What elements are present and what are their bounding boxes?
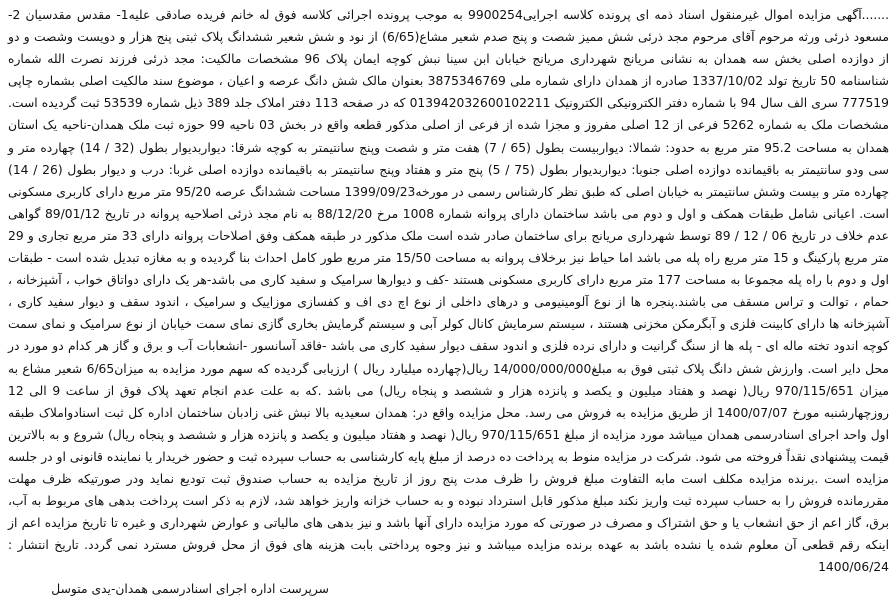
notice-signature: سرپرست اداره اجرای اسنادرسمی همدان-یدی متوسل [51, 582, 329, 597]
notice-body-text: .......آگهی مزایده اموال غیرمنقول اسناد ذمه ای پرونده کلاسه اجرایی9900254 به موجب پرونده اجرائی کلاسه فوق له خانم فریده صادقی علیه1- مقدس مقدسیان 2- مسعود ذرئی ورثه مرحوم آقای مرحوم مجد ذرئی شش ممیز شصت و پنج صدم شعیر مشاع(6/65) از نود و شش شعیر ششدانگ پلاک ثبتی پنج هزار و دویست وشصت و دو از دوازده اصلی بخش سه همدان به نشانی مریانج شهرداری مریانج خیابان ابن سینا نبش کوچه ایمان پلاک 96 مشخصات مالکیت: مجد ذرئی فرزند نصرت الله شماره شناسنامه 50 تاریخ تولد 1337/10/02 صادره از همدان دارای شماره ملی 3875346769 بعنوان مالک شش دانگ عرصه و اعیان ، موضوع سند مالکیت اصلی بشماره چاپی 777519 سری الف سال 94 با شماره دفتر الکترونیکی الکترونیک 013942032600102211 که در صفحه 113 دفتر املاک جلد 389 ذیل شماره 53539 ثبت گردیده است. مشخصات ملک به شماره 5262 فرعی از 12 اصلی مفروز و مجزا شده از فرعی از اصلی مذکور قطعه واقع در بخش 03 ناحیه 99 حوزه ثبت ملک همدان-ناحیه یک استان همدان به مساحت 95.2 متر مربع به حدود: شمالا: دیواربیست بطول (65 / 7) هفت متر و شصت وپنج سانتیمتر به کوچه شرقا: دیواربدیوار بطول (32 / 14) چهارده متر و سی ودو سانتیمتر به باقیمانده دوازده اصلی جنوبا: دیواربدیوار بطول (75 / 5) پنج متر و هفتاد وپنج سانتیمتر به باقیمانده دوازده اصلی غربا: درب و دیوار بطول (26 / 14) چهارده متر و بیست وشش سانتیمتر به خیابان اصلی که طبق نظر کارشناس رسمی در مورخه1399/09/23 مساحت ششدانگ عرصه 95/20 متر مربع دارای کاربری مسکونی است. اعیانی شامل طبقات همکف و اول و دوم می باشد ساختمان دارای پروانه شماره 1008 مرخ 88/12/20 به نام مجد ذرئی اصلاحیه پروانه در تاریخ 89/01/12 گواهی عدم خلاف در تاریخ 06 / 12 / 89 توسط شهرداری مریانج برای ساختمان صادر شده است ملک مذکور در طبقه همکف وفق اصلاحات پروانه دارای 33 متر مربع تجاری و 29 متر مربع پارکینگ و 15 متر مربع راه پله می باشد اما حیاط نیز برخلاف پروانه به مساحت 15/50 متر مربع طور کامل احداث بنا گردیده و به مغازه تبدیل شده است - طبقات اول و دوم با راه پله مجموعا به مساحت 177 متر مربع دارای کاربری مسکونی هستند -کف و دیوارها سرامیک و سفید کاری می باشد-هر یک دارای دواتاق خواب ، آشپزخانه ، حمام ، توالت و تراس مسقف می باشند.پنجره ها از نوع آلومینیومی و درهای داخلی از نوع اچ دی اف و کفسازی موزاییک و سرامیک ، اندود سقف و دیوار سفید کاری ، آشپزخانه ها دارای کابینت فلزی و آبگرمکن مخزنی هستند ، سیستم سرمایش کانال کولر آبی و سیستم گرمایش بخاری گازی نمای سمت خیابان از نوع سرامیک و نمای سمت کوچه اندود تخته ماله ای - پله ها از سنگ گرانیت و دارای نرده فلزی و اندود سقف دیوار سفید کاری می باشد -فاقد آسانسور -انشعابات آب و برق و گاز هر کدام دو مورد در محل دایر است. وارزش شش دانگ پلاک ثبتی فوق به مبلغ14/000/000/000 ریال(چهارده میلیارد ریال ) ارزیابی گردیده که سهم مورد مزایده به میزان6/65 شعیر مشاع به میزان 970/115/651 ریال( نهصد و هفتاد میلیون و یکصد و پانزده هزار و ششصد و پنجاه ریال) می باشد .که به علت عدم انجام تعهد پلاک فوق از ساعت 9 الی 12 روزچهارشنبه مورخ 1400/07/07 از طریق مزایده به فروش می رسد. محل مزایده واقع در: همدان سعیدیه بالا نبش غنی زادبان ساختمان اداره کل ثبت اسنادواملاک طبقه اول واحد اجرای اسنادرسمی همدان میباشد مورد مزایده از مبلغ 970/115/651 ریال( نهصد و هفتاد میلیون و یکصد و پانزده هزار و ششصد و پنجاه ریال) شروع و به بالاترین قیمت پیشنهادی نقداً فروخته می شود. شرکت در مزایده منوط به پرداخت ده درصد از مبلغ پایه کارشناسی به حساب سپرده ثبت و حضور خریدار یا نماینده قانونی او در جلسه مزایده است .برنده مزایده مکلف است مابه التفاوت مبلغ فروش را ظرف مدت پنج روز از تاریخ مزایده به حساب صندوق ثبت تودیع نماید ودر صورتیکه ظرف مهلت مقررمانده فروش را به حساب سپرده ثبت واریز نکند مبلغ مذکور قابل استرداد نبوده و به حساب خزانه واریز خواهد شد، لازم به ذکر است پرداخت بدهی های مربوط به آب، برق، گاز اعم از حق انشعاب یا و حق اشتراک و مصرف در صورتی که مورد مزایده دارای آنها باشد و نیز بدهی های مالیاتی و عوارض شهرداری و غیره تا تاریخ مزایده اعم از اینکه رقم قطعی آن معلوم شده یا نشده باشد به عهده برنده مزایده میباشد و نیز وجوه پرداختی بابت هزینه های فوق از محل فروش مسترد نمی گردد. تاریخ انتشار : 1400/06/24 [8, 8, 890, 575]
